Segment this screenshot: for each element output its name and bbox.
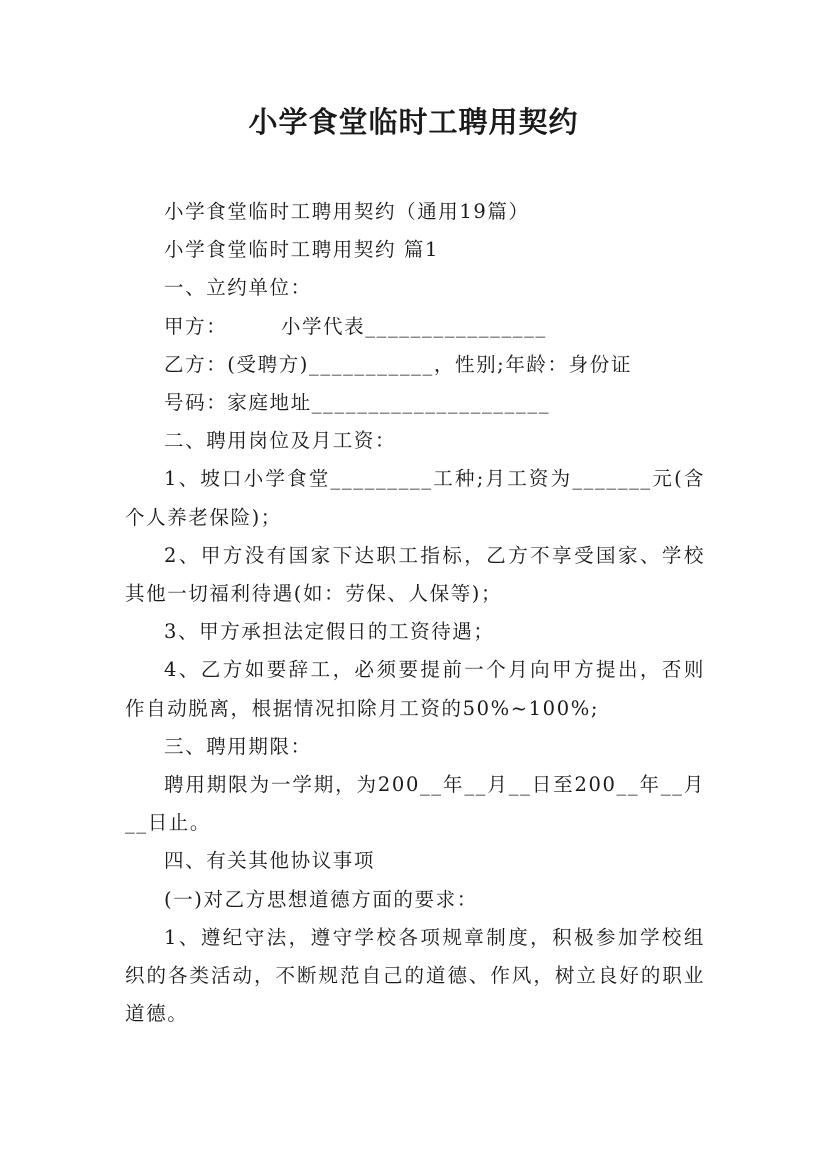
paragraph-term-heading: 三、聘用期限： [164,734,312,758]
paragraph-clause-4: 4、乙方如要辞工，必须要提前一个月向甲方提出，否则作自动脱离，根据情况扣除月工资的50%~100%; [125,658,705,720]
paragraph-parties-heading: 一、立约单位： [164,276,312,300]
paragraph-moral-clause-1: 1、遵纪守法，遵守学校各项规章制度，积极参加学校组织的各类活动，不断规范自己的道德、作风，树立良好的职业道德。 [125,925,705,1026]
paragraph-party-b: 乙方：(受聘方)___________，性别;年龄：身份证 [164,352,632,376]
paragraph-moral-heading: (一)对乙方思想道德方面的要求： [164,887,478,911]
paragraph-clause-2: 2、甲方没有国家下达职工指标，乙方不享受国家、学校其他一切福利待遇(如：劳保、人保等)； [125,543,705,606]
paragraph-clause-1: 1、坡口小学食堂_________工种;月工资为_______元(含个人养老保险)； [125,467,705,529]
document-title: 小学食堂临时工聘用契约 [248,105,579,139]
subtitle-paragraph: 小学食堂临时工聘用契约（通用19篇） [164,200,530,223]
paragraph-position-heading: 二、聘用岗位及月工资： [164,429,397,453]
paragraph-other-heading: 四、有关其他协议事项 [164,849,376,873]
paragraph-clause-3: 3、甲方承担法定假日的工资待遇； [164,620,495,644]
section-heading-paragraph: 小学食堂临时工聘用契约 篇1 [164,238,440,262]
paragraph-id-address: 号码：家庭地址_____________________ [164,391,551,415]
paragraph-party-a: 甲方： 小学代表________________ [164,314,547,338]
paragraph-term: 聘用期限为一学期，为200__年__月__日至200__年__月__日止。 [125,773,705,835]
document-body [125,193,705,1033]
